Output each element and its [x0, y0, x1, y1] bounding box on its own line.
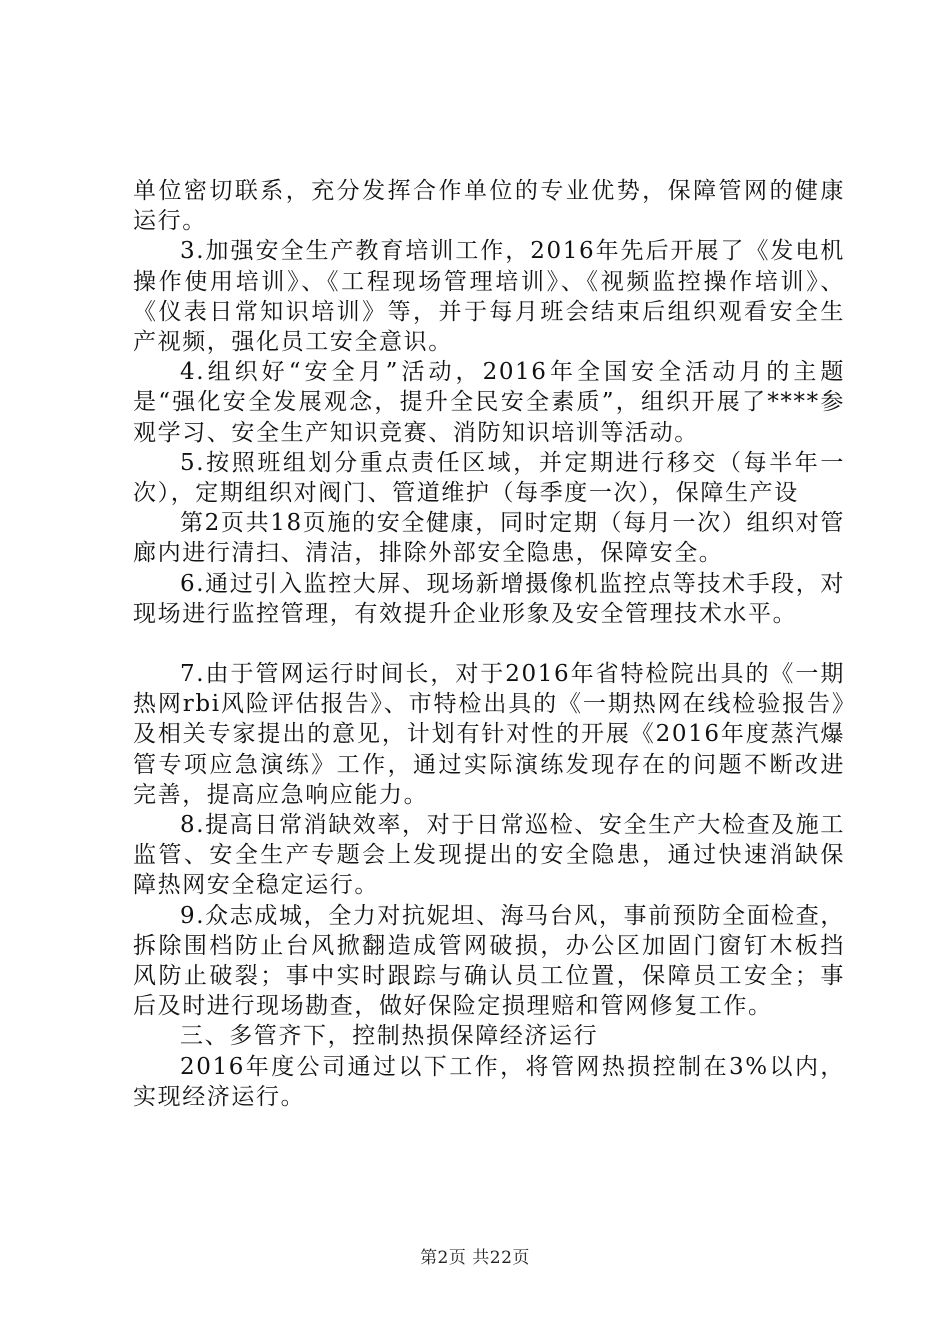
section-heading-3: 三、多管齐下，控制热损保障经济运行 [180, 1023, 599, 1050]
paragraph-item-9: 9.众志成城，全力对抗妮坦、海马台风，事前预防全面检查，拆除围档防止台风掀翻造成管网破损，办公区加固门窗钉木板挡风防止破裂；事中实时跟踪与确认员工位置，保障员工安全；事后及时进行现场勘查，做好保险定损理赔和管网修复工作。 [133, 902, 845, 1020]
paragraph-item-8: 8.提高日常消缺效率，对于日常巡检、安全生产大检查及施工监管、安全生产专题会上发现提出的安全隐患，通过快速消缺保障热网安全稳定运行。 [133, 812, 845, 899]
paragraph-continuation: 单位密切联系，充分发挥合作单位的专业优势，保障管网的健康运行。 [133, 178, 845, 235]
paragraph-item-4: 4.组织好“安全月”活动，2016年全国安全活动月的主题是“强化安全发展观念，提升全民安全素质”，组织开展了****参观学习、安全生产知识竞赛、消防知识培训等活动。 [133, 359, 845, 446]
page-footer: 第2页 共22页 [420, 1248, 530, 1268]
document-body [133, 176, 845, 1112]
paragraph-item-7: 7.由于管网运行时间长，对于2016年省特检院出具的《一期热网rbi风险评估报告》、市特检出具的《一期热网在线检验报告》及相关专家提出的意见，计划有针对性的开展《2016年度蒸汽爆管专项应急演练》工作，通过实际演练发现存在的问题不断改进完善，提高应急响应能力。 [133, 661, 845, 808]
paragraph-item-5: 5.按照班组划分重点责任区域，并定期进行移交（每半年一次），定期组织对阀门、管道维护（每季度一次），保障生产设 [133, 449, 845, 507]
paragraph-item-6: 6.通过引入监控大屏、现场新增摄像机监控点等技术手段，对现场进行监控管理，有效提升企业形象及安全管理技术水平。 [133, 570, 845, 627]
paragraph-item-5-continued: 第2页共18页施的安全健康，同时定期（每月一次）组织对管廊内进行清扫、清洁，排除外部安全隐患，保障安全。 [133, 510, 845, 567]
paragraph-section-3-intro: 2016年度公司通过以下工作，将管网热损控制在3%以内，实现经济运行。 [133, 1053, 845, 1110]
paragraph-item-3: 3.加强安全生产教育培训工作，2016年先后开展了《发电机操作使用培训》、《工程现场管理培训》、《视频监控操作培训》、《仪表日常知识培训》等，并于每月班会结束后组织观看安全生产视频，强化员工安全意识。 [133, 238, 845, 356]
paragraph-spacer [133, 629, 845, 659]
